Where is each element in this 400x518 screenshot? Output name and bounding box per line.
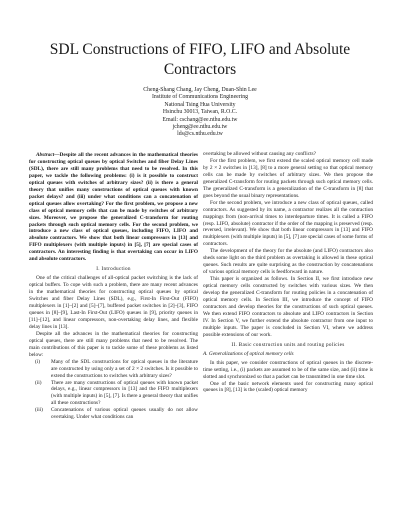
list-item-number: (i) xyxy=(35,358,40,365)
list-item-text: Concatenations of various optical queues usually do not allow overtaking. Under what conditions can xyxy=(51,407,198,421)
paper-title: SDL Constructions of FIFO, LIFO and Absolute Contractors xyxy=(49,41,351,78)
problem-list xyxy=(29,359,198,422)
list-item-number: (ii) xyxy=(35,379,42,386)
affiliation-line: National Tsing Hua University xyxy=(164,101,236,108)
paragraph: This paper is organized as follows. In Section II, we first introduce new optical memory cells constructed by switches with various sizes. We then develop the generalized C-transform for routing policies in a concatenation of optical memory cells. In Section III, we introduce the concept of FIFO contractors and develop theories for the constructions of such optical queues. We then extend FIFO contractors to absolute and LIFO contractors in Section IV. In Section V, we further extend the absolute contractor from one input to multiple inputs. The paper is concluded in Section VI, where we address possible extensions of our work. xyxy=(203,276,373,338)
subsection-heading: A. Generalizations of optical memory cells xyxy=(203,350,294,357)
section-heading: I. Introduction xyxy=(96,266,131,273)
list-item xyxy=(29,380,198,408)
abstract-lead: Abstract xyxy=(36,152,55,158)
paragraph: For the second problem, we introduce a new class of optical queues, called contractors. As suggested by its name, a contractor realizes all the contraction mappings from (non-arrival times to interdeparture times. It is called a FIFO (resp. LIFO, absolute) contractor if the order of the mapping is preserved (resp. reversed, irrelevant). We show that both linear compressors in [13] and FIFO multiplexers (with multiple inputs) in [5], [7] are special cases of some forms of contractors. xyxy=(203,199,373,248)
paragraph: The development of the theory for the absolute (and LIFO) contractors also sheds some light on the third problem as overtaking is allowed in these optical queues. Such results are quite surprising as the construction by concatenations of various optical memory cells is feedforward in nature. xyxy=(203,248,373,276)
left-column xyxy=(29,152,198,421)
email-line: jcheng@ee.nthu.edu.tw xyxy=(172,124,228,131)
email-line: Email: cschang@ee.nthu.edu.tw xyxy=(162,116,238,123)
paragraph: One of the critical challenges of all-optical packet switching is the lack of optical buffers. To cope with such a problem, there are many recent advances in the mathematical theories for constructing optical queues by optical Switches and fiber Delay Lines (SDL), e.g., First-In First-Out (FIFO) multiplexers in [1]–[2] and [5]–[7], buffered packet switches in [2]–[3], FIFO queues in [8]–[9], Last-In First-Out (LIFO) queues in [9], priority queues in [11]–[12], and linear compressors, non-overtaking delay lines, and flexible delay lines in [13]. xyxy=(29,275,198,330)
paragraph: overtaking be allowed without causing any conflicts? xyxy=(203,151,316,157)
abstract xyxy=(29,152,198,263)
abstract-text: —Despite all the recent advances in the mathematical theories for constructing optical queues by optical Switches and fiber Delay Lines (SDL), there are still many problems that need to be resolved. In this paper, we tackle the following problems: (i) is it possible to construct optical queues with switches of arbitrary sizes? (ii) is there a general theory that unifies many constructions of optical queues with known packet delays? and (iii) under what conditions can a concatenation of optical queues allow overtaking? For the first problem, we propose a new class of optical memory cells that can be made by switches of arbitrary sizes. Moreover, we propose the generalized C-transform for routing packets through such optical memory cells. For the second problem, we introduce a new class of optical queues, including FIFO, LIFO and absolute contractors. We show that both linear compressors in [13] and FIFO multiplexers (with multiple inputs) in [5], [7] are special cases of contractors. An interesting finding is that overtaking can occur in LIFO and absolute contractors. xyxy=(29,152,198,263)
paragraph: One of the basic network elements used for constructing many optical queues in [8], [13] is the (scaled) optical memory xyxy=(203,380,373,394)
list-item-text: Many of the SDL constructions for optical queues in the literature are constructed by using only a set of 2 × 2 switches. Is it possible to extend the constructions to switches with arbitrary sizes? xyxy=(51,358,198,379)
author-names: Cheng-Shang Chang, Jay Cheng, Duan-Shin Lee xyxy=(143,87,257,93)
list-item xyxy=(29,407,198,421)
email-line: lds@cs.nthu.edu.tw xyxy=(177,131,223,138)
paragraph: In this paper, we consider constructions of optical queues in the discrete-time setting, i.e., (i) packets are assumed to be of the same size, and (ii) time is slotted and synchronized so that a packet can be transmitted in one time slot. xyxy=(203,359,373,380)
author-block xyxy=(60,87,340,139)
list-item-number: (iii) xyxy=(35,407,43,414)
section-heading: II. Basic construction units and routing policies xyxy=(231,341,345,348)
right-column xyxy=(203,151,373,394)
paragraph: Despite all the advances in the mathematical theories for constructing optical queues, there are still many problems that need to be resolved. The main contributions of this paper is to tackle some of these problems as listed below: xyxy=(29,330,198,358)
list-item xyxy=(29,359,198,380)
affiliation-line: Hsinchu 30013, Taiwan, R.O.C. xyxy=(162,109,238,116)
affiliation-line: Institute of Communications Engineering xyxy=(151,94,249,101)
list-item-text: There are many constructions of optical queues with known packet delays, e.g., linear compressors in [13] and the FIFO multiplexers (with multiple inputs) in [5], [7]. Is there a general theory that unifies all these constructions? xyxy=(51,379,198,407)
paragraph: For the first problem, we first extend the scaled optical memory cell made by 2 × 2 switches in [13], [8] to a more general setting so that optical memory cells can be made by switches of arbitrary sizes. We then propose the generalized C-transform for routing packets through such optical memory cells. The generalized C-transform is a generalization of the C-transform in [8] that goes beyond the usual binary representations. xyxy=(203,157,373,199)
